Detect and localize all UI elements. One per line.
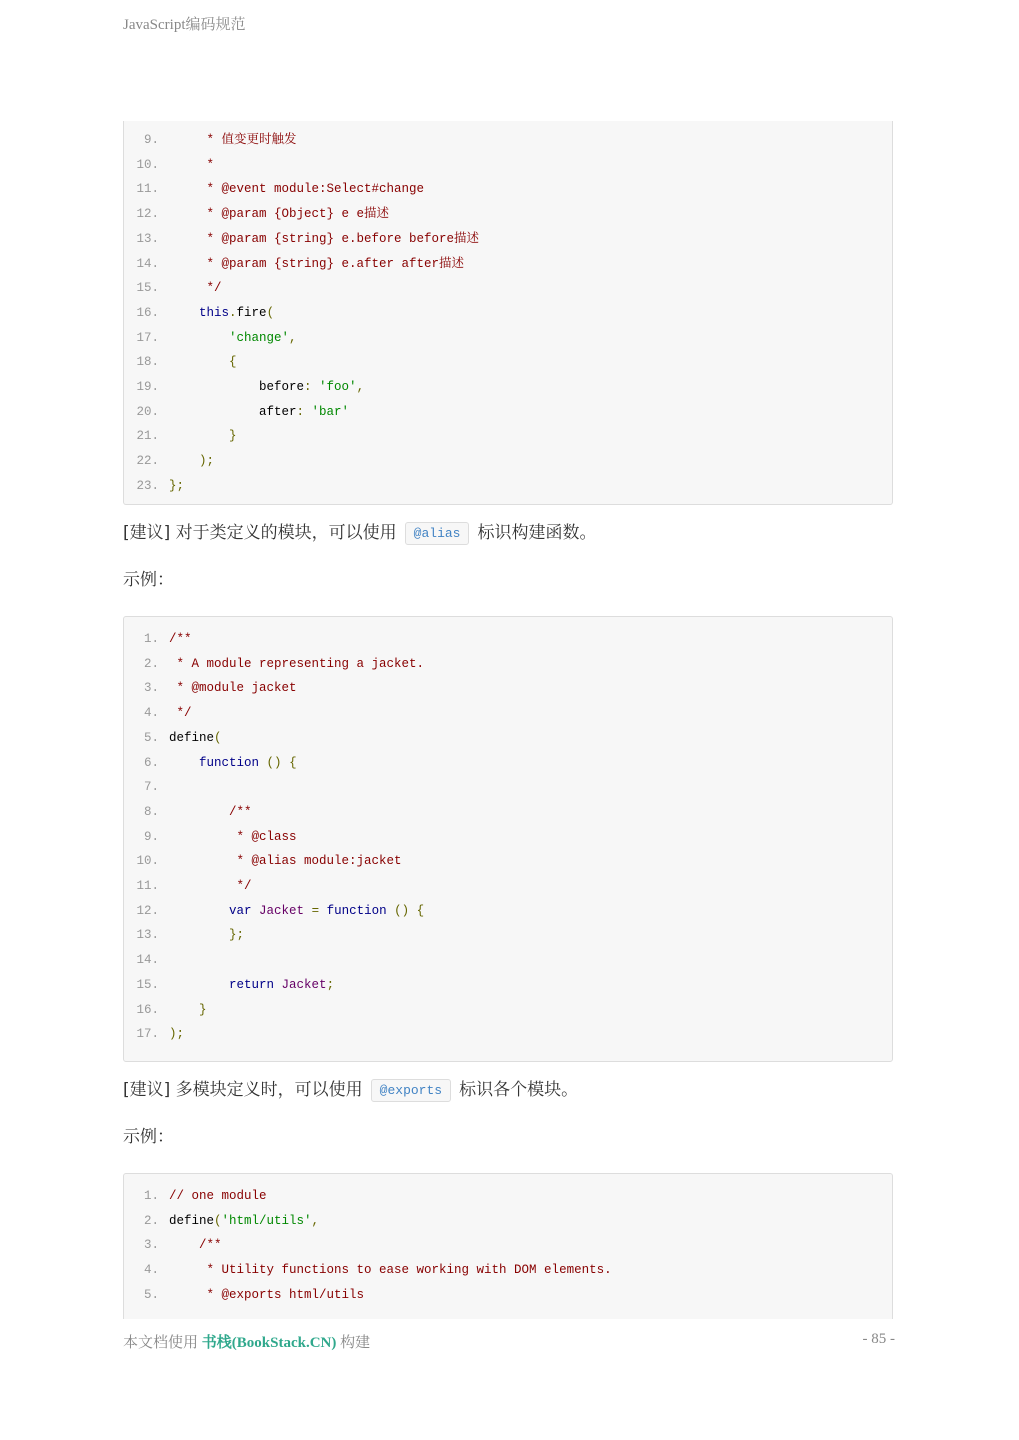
line-number: 10. xyxy=(136,157,159,172)
code-token: 'html/utils' xyxy=(221,1213,312,1228)
line-number: 17. xyxy=(136,330,159,345)
code-text xyxy=(169,204,389,224)
code-line xyxy=(124,1000,892,1020)
code-token: : xyxy=(296,404,312,419)
code-token: { xyxy=(289,755,297,770)
code-token: * @exports html/utils xyxy=(169,1287,365,1302)
code-token: } xyxy=(229,429,237,444)
code-token: function xyxy=(199,755,260,770)
document-header-title: JavaScript编码规范 xyxy=(123,17,246,33)
code-block xyxy=(123,616,893,1062)
code-text xyxy=(169,728,222,748)
code-token xyxy=(169,1003,199,1017)
line-number: 16. xyxy=(136,305,159,320)
code-text xyxy=(169,876,252,896)
code-token xyxy=(282,756,290,770)
code-token: * @module jacket xyxy=(169,681,297,696)
code-text xyxy=(169,278,222,298)
code-line xyxy=(124,703,892,723)
code-token: Jacket xyxy=(281,977,327,992)
code-token: fire xyxy=(236,305,267,320)
code-line xyxy=(124,352,892,372)
code-token: }; xyxy=(229,928,245,943)
code-line xyxy=(124,402,892,422)
code-token: * Utility functions to ease working with DOM elements. xyxy=(169,1263,612,1278)
code-line xyxy=(124,1285,892,1305)
code-text xyxy=(169,229,479,249)
code-line xyxy=(124,777,892,797)
code-token: var xyxy=(229,903,252,918)
code-token: this xyxy=(199,305,230,320)
line-number: 10. xyxy=(136,854,159,869)
code-token: () xyxy=(394,903,410,918)
code-text xyxy=(169,851,402,871)
code-line xyxy=(124,728,892,748)
code-token: Jacket xyxy=(259,903,305,918)
code-text xyxy=(169,402,349,422)
code-token: , xyxy=(311,1213,320,1228)
inline-code: @exports xyxy=(371,1079,451,1102)
code-text xyxy=(169,130,297,150)
line-number: 9. xyxy=(143,133,159,147)
code-line xyxy=(124,278,892,298)
line-number: 7. xyxy=(143,780,159,795)
code-token: */ xyxy=(169,281,222,296)
line-number: 2. xyxy=(143,656,159,671)
line-number: 3. xyxy=(143,1238,159,1253)
code-text xyxy=(169,678,297,698)
line-number: 15. xyxy=(136,281,159,296)
code-token xyxy=(304,904,312,918)
code-text xyxy=(169,827,297,847)
line-number: 22. xyxy=(136,454,159,469)
code-token: * @event module:Select#change xyxy=(169,182,425,197)
code-line xyxy=(124,130,892,150)
code-token: * @class xyxy=(169,829,297,844)
code-token: /** xyxy=(169,804,252,819)
line-number: 12. xyxy=(136,903,159,918)
code-token xyxy=(169,904,229,918)
code-line xyxy=(124,204,892,224)
line-number: 14. xyxy=(136,953,159,968)
code-token: * xyxy=(169,157,215,172)
code-line xyxy=(124,1235,892,1255)
code-token: return xyxy=(229,977,275,992)
code-line xyxy=(124,328,892,348)
code-text xyxy=(169,303,274,323)
code-line xyxy=(124,925,892,945)
paragraph-text: [建议] 对于类定义的模块，可以使用 xyxy=(123,523,397,543)
line-number: 12. xyxy=(136,207,159,222)
code-line xyxy=(124,950,892,970)
code-line xyxy=(124,254,892,274)
code-line xyxy=(124,975,892,995)
recommendation-exports xyxy=(123,1077,578,1103)
line-number: 1. xyxy=(143,632,159,646)
code-line xyxy=(124,155,892,175)
line-number: 4. xyxy=(143,1263,159,1278)
code-token: 'change' xyxy=(229,330,290,345)
code-line xyxy=(124,827,892,847)
code-text xyxy=(169,753,297,773)
code-text xyxy=(169,377,364,397)
code-text xyxy=(169,629,192,649)
code-line xyxy=(124,476,892,496)
code-line xyxy=(124,1024,892,1044)
code-text xyxy=(169,328,297,348)
line-number: 2. xyxy=(143,1213,159,1228)
code-text xyxy=(169,1024,184,1044)
example-label: 示例： xyxy=(123,1127,174,1147)
code-token: * 值变更时触发 xyxy=(169,133,297,147)
code-token: ( xyxy=(214,1213,222,1228)
code-line xyxy=(124,876,892,896)
line-number: 17. xyxy=(136,1027,159,1042)
code-text xyxy=(169,1260,612,1280)
code-token: { xyxy=(416,903,425,918)
code-token xyxy=(169,306,199,320)
code-token: /** xyxy=(169,632,192,646)
page-number: - 85 - xyxy=(862,1331,895,1347)
code-text xyxy=(169,901,424,921)
code-line xyxy=(124,654,892,674)
code-token: ); xyxy=(169,1027,185,1042)
code-text xyxy=(169,352,237,372)
code-token: }; xyxy=(169,478,185,493)
line-number: 3. xyxy=(143,681,159,696)
paragraph-text: 标识各个模块。 xyxy=(459,1080,579,1100)
code-token xyxy=(274,978,282,992)
line-number: 5. xyxy=(143,1287,159,1302)
line-number: 19. xyxy=(136,380,159,394)
code-token: { xyxy=(229,355,237,370)
line-number: 20. xyxy=(136,404,159,419)
code-text xyxy=(169,703,192,723)
code-text xyxy=(169,254,464,274)
code-token xyxy=(169,454,199,468)
code-token: . xyxy=(229,305,237,320)
code-token xyxy=(169,978,229,992)
code-line xyxy=(124,629,892,649)
code-token: */ xyxy=(169,879,252,893)
line-number: 11. xyxy=(136,182,159,197)
code-line xyxy=(124,678,892,698)
code-text xyxy=(169,179,424,199)
code-token: : xyxy=(304,380,320,394)
code-token: ( xyxy=(266,305,275,320)
code-token: ; xyxy=(326,977,335,992)
code-text xyxy=(169,1235,222,1255)
code-line xyxy=(124,451,892,471)
code-token: * @param {Object} e e描述 xyxy=(169,207,390,222)
code-token: after xyxy=(169,404,297,419)
line-number: 21. xyxy=(136,429,159,444)
line-number: 15. xyxy=(136,977,159,992)
code-block xyxy=(123,1173,893,1319)
code-text xyxy=(169,1211,319,1231)
line-number: 8. xyxy=(143,804,159,819)
code-token xyxy=(169,928,229,942)
code-line xyxy=(124,1211,892,1231)
code-token: */ xyxy=(169,706,192,721)
code-token xyxy=(259,756,267,770)
code-text xyxy=(169,476,184,496)
code-token xyxy=(387,904,395,918)
inline-code: @alias xyxy=(405,522,470,545)
code-text xyxy=(169,925,244,945)
code-line xyxy=(124,851,892,871)
brand-link[interactable]: 书栈(BookStack.CN) xyxy=(201,1335,337,1351)
code-token: before xyxy=(169,380,305,394)
line-number: 5. xyxy=(143,730,159,745)
code-token: * @param {string} e.before before描述 xyxy=(169,231,480,246)
line-number: 6. xyxy=(143,755,159,770)
line-number: 14. xyxy=(136,256,159,271)
example-label: 示例： xyxy=(123,570,174,590)
code-token: // one module xyxy=(169,1189,267,1203)
code-text xyxy=(169,426,237,446)
line-number: 13. xyxy=(136,231,159,246)
paragraph-text: [建议] 多模块定义时，可以使用 xyxy=(123,1080,363,1100)
code-token xyxy=(319,904,327,918)
code-token xyxy=(169,429,229,443)
code-token xyxy=(252,904,260,918)
code-text xyxy=(169,654,424,674)
code-token: () xyxy=(266,755,282,770)
code-line xyxy=(124,1260,892,1280)
line-number: 1. xyxy=(143,1189,159,1203)
code-token: } xyxy=(199,1002,207,1017)
code-line xyxy=(124,179,892,199)
code-token: define xyxy=(169,1213,215,1228)
code-line xyxy=(124,377,892,397)
code-token: 'bar' xyxy=(311,404,350,419)
code-text xyxy=(169,155,214,175)
code-token xyxy=(169,331,229,345)
code-token: * @param {string} e.after after描述 xyxy=(169,256,465,271)
code-token xyxy=(169,756,199,770)
line-number: 13. xyxy=(136,928,159,943)
code-token xyxy=(409,904,417,918)
code-token: * A module representing a jacket. xyxy=(169,656,425,671)
code-line xyxy=(124,753,892,773)
footer-suffix: 构建 xyxy=(340,1335,371,1351)
code-line xyxy=(124,1186,892,1206)
footer-prefix: 本文档使用 xyxy=(123,1335,199,1351)
code-token: , xyxy=(289,330,297,345)
line-number: 16. xyxy=(136,1002,159,1017)
code-token: * @alias module:jacket xyxy=(169,854,402,869)
code-text xyxy=(169,1000,207,1020)
line-number: 18. xyxy=(136,355,159,370)
code-line xyxy=(124,303,892,323)
code-line xyxy=(124,229,892,249)
code-token xyxy=(169,355,229,369)
code-line xyxy=(124,901,892,921)
paragraph-text: 标识构建函数。 xyxy=(477,523,597,543)
code-text xyxy=(169,802,252,822)
line-number: 23. xyxy=(136,478,159,493)
code-token: function xyxy=(326,903,387,918)
recommendation-alias xyxy=(123,520,596,546)
code-token: define xyxy=(169,730,215,745)
code-text xyxy=(169,975,334,995)
line-number: 4. xyxy=(143,706,159,721)
code-line xyxy=(124,802,892,822)
code-text xyxy=(169,451,214,471)
line-number: 9. xyxy=(143,829,159,844)
code-block xyxy=(123,121,893,505)
code-token: ( xyxy=(214,730,222,745)
line-number: 11. xyxy=(136,879,159,893)
code-token: ); xyxy=(199,454,215,469)
code-text xyxy=(169,1285,364,1305)
code-token: /** xyxy=(169,1238,222,1253)
code-token: 'foo' xyxy=(319,380,357,394)
code-text xyxy=(169,1186,267,1206)
code-line xyxy=(124,426,892,446)
footer-credit xyxy=(123,1331,370,1352)
code-token: , xyxy=(356,380,365,394)
code-token: = xyxy=(311,903,320,918)
